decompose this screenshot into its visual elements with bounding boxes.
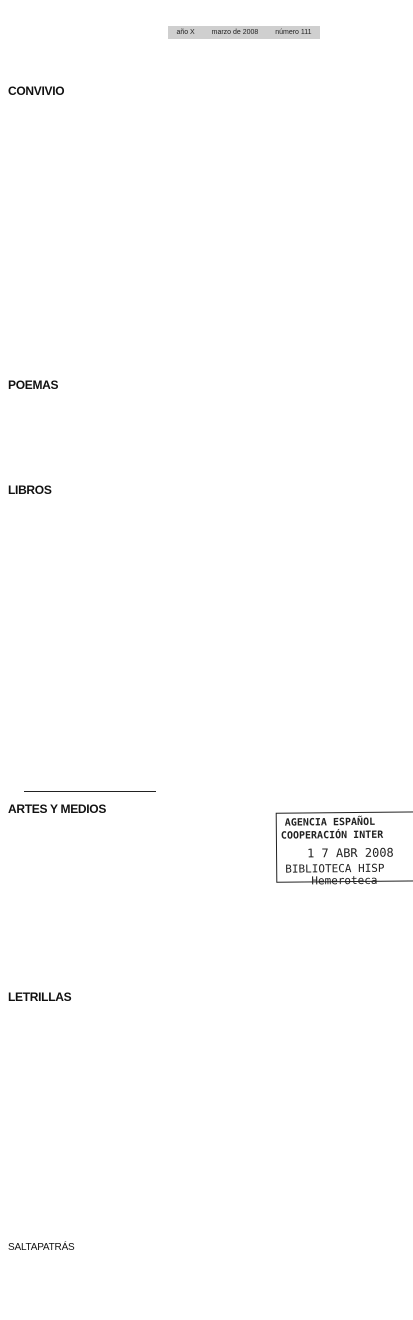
section-heading-artes-y-medios: ARTES Y MEDIOS xyxy=(8,802,107,816)
stamp-text: Hemeroteca xyxy=(311,873,378,888)
divider-line xyxy=(24,791,156,792)
issue-number: número 111 xyxy=(275,29,312,36)
section-heading-letrillas: LETRILLAS xyxy=(8,990,72,1004)
stamp-text: AGENCIA ESPAÑOL xyxy=(284,816,376,829)
stamp-text: BIBLIOTECA HISP xyxy=(285,861,385,876)
section-heading-convivio: CONVIVIO xyxy=(8,84,65,98)
library-stamp xyxy=(276,811,413,888)
issue-date: marzo de 2008 xyxy=(211,29,259,36)
section-heading-saltapatras: SALTAPATRÁS xyxy=(8,1242,75,1253)
issue-year: año X xyxy=(176,29,195,36)
section-heading-libros: LIBROS xyxy=(8,483,52,497)
stamp-date: 1 7 ABR 2008 xyxy=(306,845,394,861)
section-heading-poemas: POEMAS xyxy=(8,378,59,392)
stamp-text: COOPERACIÓN INTER xyxy=(280,829,384,842)
issue-strip xyxy=(168,26,320,39)
